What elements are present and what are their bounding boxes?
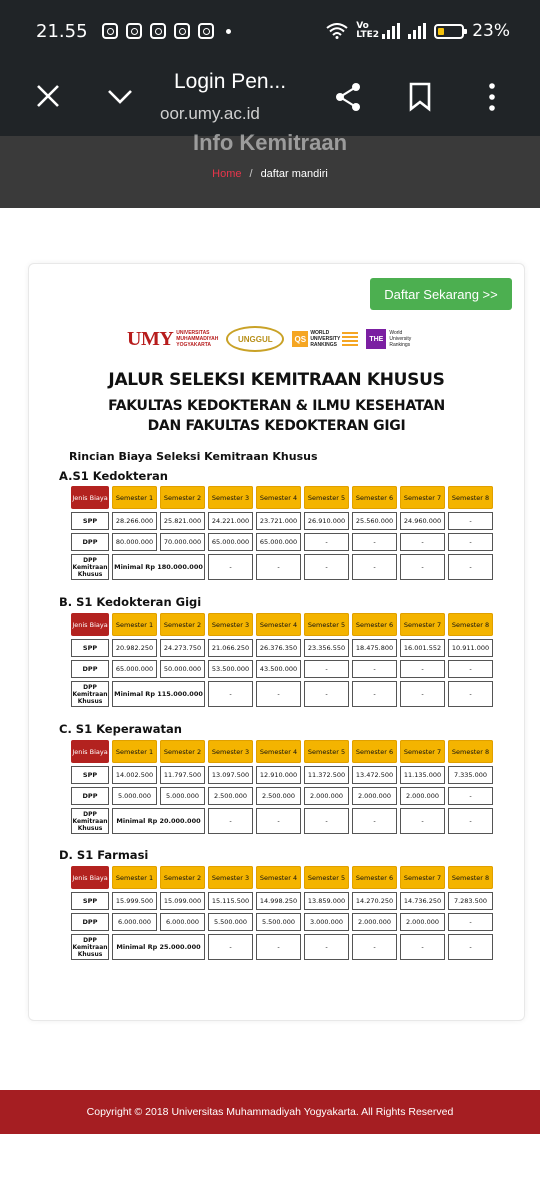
row-label-spp: SPP <box>71 639 109 657</box>
heading-main: JALUR SELEKSI KEMITRAAN KHUSUS <box>108 370 445 390</box>
table-header-row <box>71 613 493 636</box>
dpp-cell: - <box>352 660 397 678</box>
table-header-row <box>71 486 493 509</box>
dpp-cell: 65.000.000 <box>208 533 253 551</box>
table-row <box>71 554 493 580</box>
dpp-cell: 50.000.000 <box>160 660 205 678</box>
breadcrumb-current: daftar mandiri <box>260 168 328 180</box>
semester-header: Semester 3 <box>208 866 253 889</box>
chevron-down-icon[interactable] <box>106 84 134 108</box>
spp-cell: 23.356.550 <box>304 639 349 657</box>
dpp-cell: - <box>400 533 445 551</box>
fee-table <box>68 610 496 710</box>
spp-cell: 13.472.500 <box>352 766 397 784</box>
breadcrumb-home[interactable]: Home <box>212 168 242 180</box>
table-row <box>71 639 493 657</box>
semester-header: Semester 6 <box>352 613 397 636</box>
dpp-kemitraan-cell: - <box>208 681 253 707</box>
semester-header: Semester 2 <box>160 613 205 636</box>
close-icon[interactable] <box>36 84 60 108</box>
dpp-cell: 70.000.000 <box>160 533 205 551</box>
semester-header: Semester 1 <box>112 613 157 636</box>
dpp-kemitraan-cell: - <box>304 808 349 834</box>
dpp-cell: 3.000.000 <box>304 913 349 931</box>
spp-cell: 13.097.500 <box>208 766 253 784</box>
breadcrumb-separator: / <box>249 168 253 180</box>
dpp-cell: - <box>304 660 349 678</box>
status-time: 21.55 <box>36 20 88 42</box>
semester-header: Semester 5 <box>304 486 349 509</box>
dpp-cell: - <box>448 660 493 678</box>
semester-header: Semester 8 <box>448 486 493 509</box>
dpp-kemitraan-cell: - <box>448 554 493 580</box>
spp-cell: 24.221.000 <box>208 512 253 530</box>
semester-header: Semester 2 <box>160 486 205 509</box>
wifi-icon <box>326 23 348 39</box>
table-row <box>71 660 493 678</box>
row-label-dpp-kemitraan: DPP Kemitraan Khusus <box>71 808 109 834</box>
spp-cell: 26.376.350 <box>256 639 301 657</box>
spp-cell: 12.910.000 <box>256 766 301 784</box>
semester-header: Semester 3 <box>208 486 253 509</box>
spp-cell: 7.335.000 <box>448 766 493 784</box>
spp-cell: 18.475.800 <box>352 639 397 657</box>
section-title: A.S1 Kedokteran <box>59 469 168 483</box>
row-label-dpp-kemitraan: DPP Kemitraan Khusus <box>71 934 109 960</box>
dpp-kemitraan-cell: - <box>400 681 445 707</box>
semester-header: Semester 1 <box>112 486 157 509</box>
jenis-biaya-header: Jenis Biaya <box>71 613 109 636</box>
more-notifications-icon <box>226 29 231 34</box>
semester-header: Semester 8 <box>448 866 493 889</box>
dpp-kemitraan-cell: - <box>304 554 349 580</box>
signal-icon <box>382 23 400 39</box>
dpp-kemitraan-cell: Minimal Rp 180.000.000 <box>112 554 205 580</box>
spp-cell: 25.821.000 <box>160 512 205 530</box>
dpp-cell: 2.000.000 <box>400 787 445 805</box>
dpp-kemitraan-cell: - <box>400 934 445 960</box>
dpp-cell: 5.000.000 <box>160 787 205 805</box>
semester-header: Semester 6 <box>352 486 397 509</box>
semester-header: Semester 4 <box>256 740 301 763</box>
dpp-cell: - <box>400 660 445 678</box>
table-row <box>71 681 493 707</box>
table-row <box>71 934 493 960</box>
table-row <box>71 892 493 910</box>
dpp-kemitraan-cell: - <box>256 681 301 707</box>
spp-cell: 16.001.552 <box>400 639 445 657</box>
dpp-cell: 5.500.000 <box>256 913 301 931</box>
dpp-cell: - <box>448 913 493 931</box>
semester-header: Semester 4 <box>256 613 301 636</box>
bookmark-icon[interactable] <box>408 82 432 112</box>
spp-cell: 14.736.250 <box>400 892 445 910</box>
unggul-badge: UNGGUL <box>226 326 284 352</box>
dpp-cell: 2.500.000 <box>208 787 253 805</box>
semester-header: Semester 1 <box>112 866 157 889</box>
row-label-dpp-kemitraan: DPP Kemitraan Khusus <box>71 554 109 580</box>
semester-header: Semester 3 <box>208 740 253 763</box>
spp-cell: 13.859.000 <box>304 892 349 910</box>
spp-cell: 14.002.500 <box>112 766 157 784</box>
fee-table <box>68 863 496 963</box>
hero-title: Info Kemitraan <box>192 130 348 150</box>
semester-header: Semester 6 <box>352 866 397 889</box>
volte-icon: Vo LTE2 <box>356 21 379 40</box>
table-row <box>71 787 493 805</box>
dpp-kemitraan-cell: - <box>448 681 493 707</box>
qs-logo: QS WORLD UNIVERSITY RANKINGS <box>292 330 358 348</box>
dpp-kemitraan-cell: - <box>256 554 301 580</box>
dpp-cell: 5.000.000 <box>112 787 157 805</box>
dpp-cell: - <box>448 787 493 805</box>
semester-header: Semester 7 <box>400 613 445 636</box>
table-header-row <box>71 740 493 763</box>
spp-cell: 14.270.250 <box>352 892 397 910</box>
dpp-kemitraan-cell: - <box>352 554 397 580</box>
spp-cell: 20.982.250 <box>112 639 157 657</box>
dpp-kemitraan-cell: - <box>256 808 301 834</box>
dpp-kemitraan-cell: - <box>400 554 445 580</box>
dpp-kemitraan-cell: Minimal Rp 20.000.000 <box>112 808 205 834</box>
accreditation-logos <box>127 324 447 354</box>
jenis-biaya-header: Jenis Biaya <box>71 740 109 763</box>
dpp-cell: 43.500.000 <box>256 660 301 678</box>
dpp-cell: 2.000.000 <box>352 787 397 805</box>
dpp-kemitraan-cell: - <box>304 934 349 960</box>
dpp-cell: 6.000.000 <box>112 913 157 931</box>
umy-logo: UMY UNIVERSITAS MUHAMMADIYAH YOGYAKARTA <box>127 327 219 350</box>
footer: Copyright © 2018 Universitas Muhammadiyah Yogyakarta. All Rights Reserved <box>0 1090 540 1134</box>
row-label-dpp: DPP <box>71 913 109 931</box>
spp-cell: 23.721.000 <box>256 512 301 530</box>
spp-cell: 11.797.500 <box>160 766 205 784</box>
semester-header: Semester 5 <box>304 866 349 889</box>
dpp-cell: - <box>448 533 493 551</box>
instagram-icon <box>150 23 166 39</box>
dpp-kemitraan-cell: Minimal Rp 25.000.000 <box>112 934 205 960</box>
semester-header: Semester 5 <box>304 613 349 636</box>
table-row <box>71 766 493 784</box>
semester-header: Semester 8 <box>448 740 493 763</box>
dpp-cell: 6.000.000 <box>160 913 205 931</box>
dpp-cell: 53.500.000 <box>208 660 253 678</box>
dpp-kemitraan-cell: - <box>352 681 397 707</box>
spp-cell: 7.283.500 <box>448 892 493 910</box>
more-vert-icon[interactable] <box>484 82 500 112</box>
semester-header: Semester 4 <box>256 866 301 889</box>
instagram-icon <box>174 23 190 39</box>
dpp-cell: 80.000.000 <box>112 533 157 551</box>
table-row <box>71 512 493 530</box>
instagram-icon <box>102 23 118 39</box>
section-title: D. S1 Farmasi <box>59 848 149 862</box>
table-header-row <box>71 866 493 889</box>
semester-header: Semester 1 <box>112 740 157 763</box>
semester-header: Semester 7 <box>400 866 445 889</box>
page-hero <box>0 130 540 208</box>
section-title: B. S1 Kedokteran Gigi <box>59 595 202 609</box>
table-row <box>71 913 493 931</box>
browser-toolbar <box>0 62 540 136</box>
row-label-spp: SPP <box>71 512 109 530</box>
dpp-cell: - <box>352 533 397 551</box>
semester-header: Semester 2 <box>160 866 205 889</box>
spp-cell: - <box>448 512 493 530</box>
spp-cell: 25.560.000 <box>352 512 397 530</box>
dpp-kemitraan-cell: - <box>352 808 397 834</box>
semester-header: Semester 7 <box>400 486 445 509</box>
spp-cell: 15.115.500 <box>208 892 253 910</box>
rincian-title: Rincian Biaya Seleksi Kemitraan Khusus <box>69 450 318 463</box>
semester-header: Semester 3 <box>208 613 253 636</box>
semester-header: Semester 6 <box>352 740 397 763</box>
jenis-biaya-header: Jenis Biaya <box>71 486 109 509</box>
signal-icon <box>408 23 426 39</box>
semester-header: Semester 2 <box>160 740 205 763</box>
dpp-kemitraan-cell: - <box>448 808 493 834</box>
dpp-kemitraan-cell: - <box>208 554 253 580</box>
fee-card <box>28 263 525 1021</box>
instagram-icon <box>126 23 142 39</box>
jenis-biaya-header: Jenis Biaya <box>71 866 109 889</box>
spp-cell: 24.273.750 <box>160 639 205 657</box>
page-url: oor.umy.ac.id <box>160 104 260 123</box>
table-row <box>71 533 493 551</box>
notification-icons <box>102 23 231 39</box>
status-bar <box>0 0 540 62</box>
page-title: Login Pen... <box>174 70 287 93</box>
dpp-kemitraan-cell: - <box>448 934 493 960</box>
row-label-spp: SPP <box>71 892 109 910</box>
spp-cell: 15.099.000 <box>160 892 205 910</box>
spp-cell: 21.066.250 <box>208 639 253 657</box>
share-icon[interactable] <box>334 82 362 112</box>
table-row <box>71 808 493 834</box>
row-label-dpp: DPP <box>71 787 109 805</box>
dpp-kemitraan-cell: - <box>208 808 253 834</box>
dpp-kemitraan-cell: - <box>256 934 301 960</box>
dpp-cell: 2.000.000 <box>352 913 397 931</box>
dpp-cell: 5.500.000 <box>208 913 253 931</box>
spp-cell: 10.911.000 <box>448 639 493 657</box>
heading-sub-1: FAKULTAS KEDOKTERAN & ILMU KESEHATAN <box>108 398 445 414</box>
semester-header: Semester 8 <box>448 613 493 636</box>
semester-header: Semester 4 <box>256 486 301 509</box>
instagram-icon <box>198 23 214 39</box>
fee-table <box>68 737 496 837</box>
dpp-cell: 2.000.000 <box>304 787 349 805</box>
battery-percent: 23% <box>472 21 510 41</box>
semester-header: Semester 7 <box>400 740 445 763</box>
battery-icon <box>434 24 464 39</box>
dpp-cell: - <box>304 533 349 551</box>
spp-cell: 24.960.000 <box>400 512 445 530</box>
semester-header: Semester 5 <box>304 740 349 763</box>
breadcrumb <box>0 168 540 180</box>
dpp-kemitraan-cell: - <box>208 934 253 960</box>
dpp-cell: 65.000.000 <box>256 533 301 551</box>
dpp-cell: 65.000.000 <box>112 660 157 678</box>
spp-cell: 11.135.000 <box>400 766 445 784</box>
the-logo: THE World University Rankings <box>366 329 411 349</box>
fee-table <box>68 483 496 583</box>
spp-cell: 28.266.000 <box>112 512 157 530</box>
heading-sub-2: DAN FAKULTAS KEDOKTERAN GIGI <box>147 418 406 434</box>
dpp-kemitraan-cell: - <box>352 934 397 960</box>
dpp-kemitraan-cell: Minimal Rp 115.000.000 <box>112 681 205 707</box>
row-label-dpp-kemitraan: DPP Kemitraan Khusus <box>71 681 109 707</box>
row-label-spp: SPP <box>71 766 109 784</box>
dpp-kemitraan-cell: - <box>304 681 349 707</box>
spp-cell: 11.372.500 <box>304 766 349 784</box>
dpp-cell: 2.500.000 <box>256 787 301 805</box>
status-right <box>326 21 510 41</box>
spp-cell: 26.910.000 <box>304 512 349 530</box>
spp-cell: 14.998.250 <box>256 892 301 910</box>
section-title: C. S1 Keperawatan <box>59 722 182 736</box>
daftar-sekarang-button[interactable]: Daftar Sekarang >> <box>370 278 512 310</box>
dpp-kemitraan-cell: - <box>400 808 445 834</box>
dpp-cell: 2.000.000 <box>400 913 445 931</box>
spp-cell: 15.999.500 <box>112 892 157 910</box>
row-label-dpp: DPP <box>71 533 109 551</box>
row-label-dpp: DPP <box>71 660 109 678</box>
